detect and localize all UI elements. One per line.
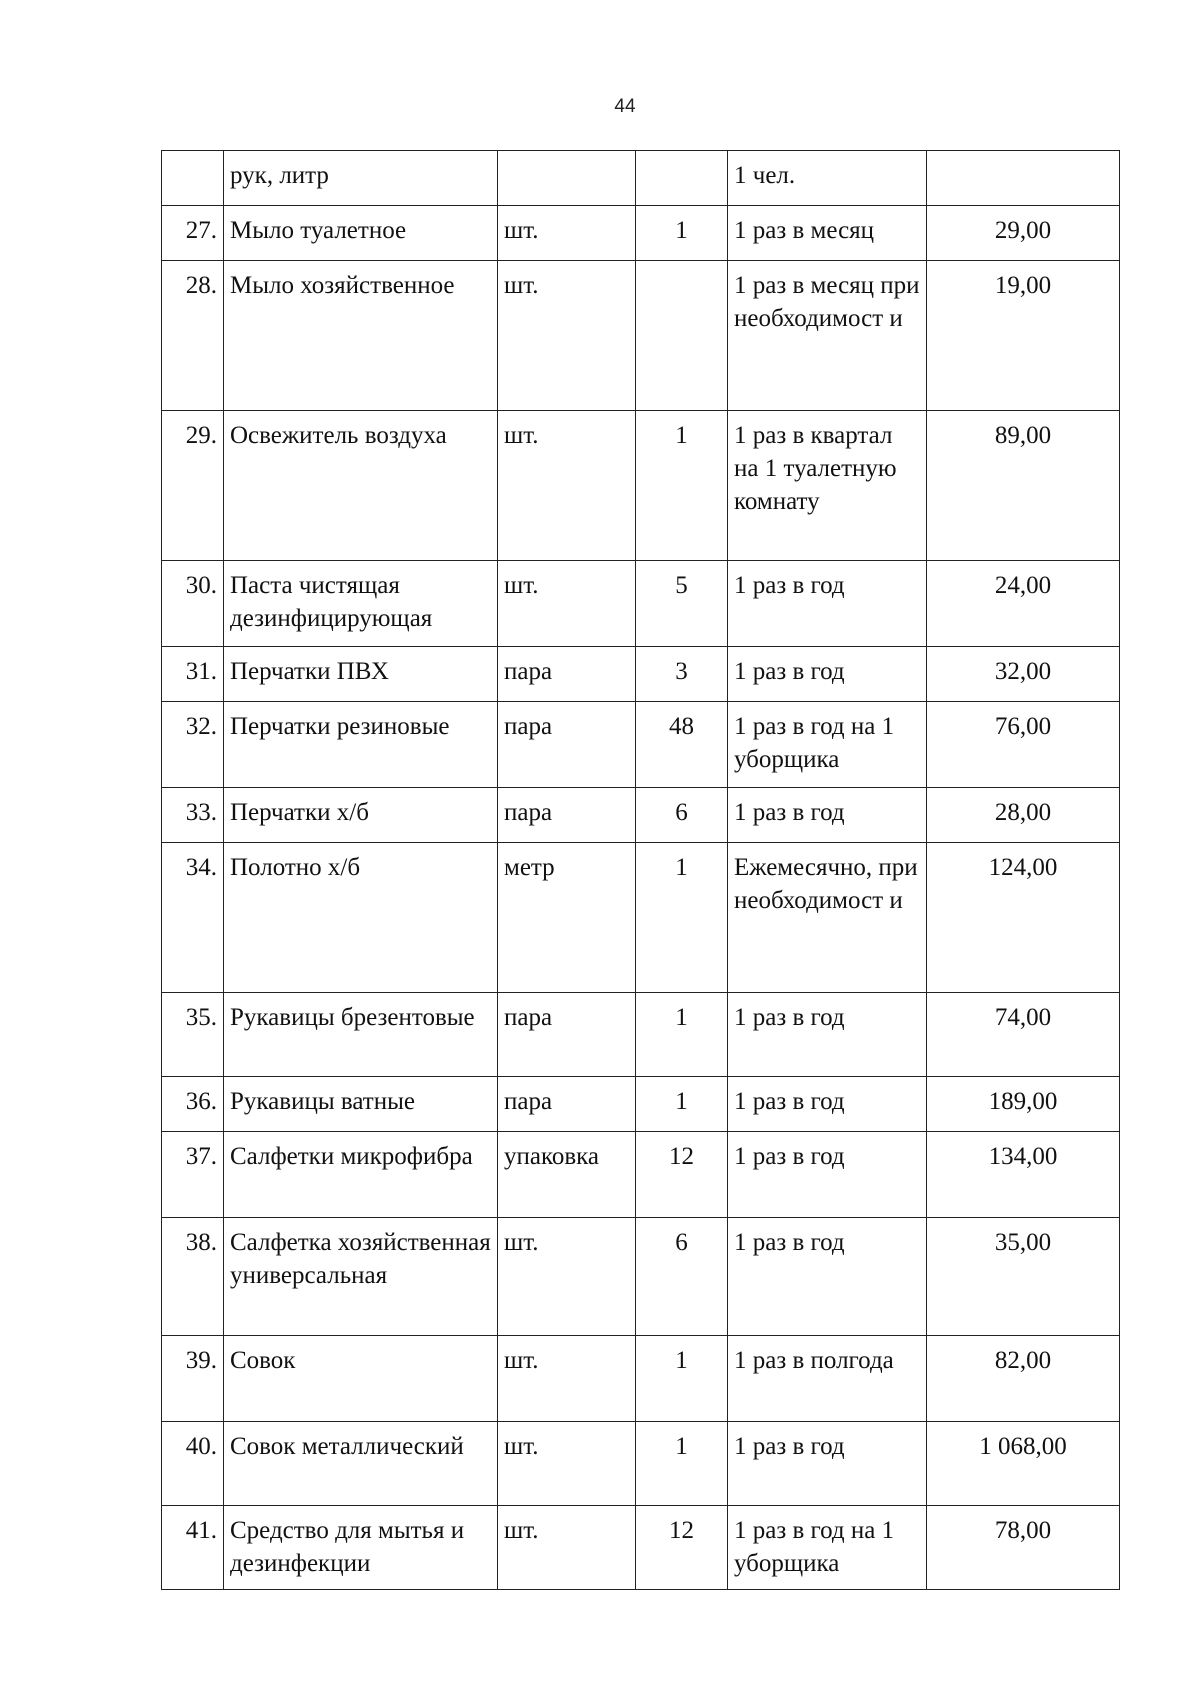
item-unit: упаковка	[498, 1132, 636, 1218]
item-frequency: 1 раз в год	[728, 561, 927, 647]
item-name: Салфетка хозяйственная универсальная	[224, 1218, 498, 1336]
item-name: Паста чистящая дезинфицирующая	[224, 561, 498, 647]
item-name: Перчатки х/б	[224, 788, 498, 843]
item-unit: шт.	[498, 561, 636, 647]
item-price: 19,00	[927, 261, 1120, 411]
item-unit: пара	[498, 702, 636, 788]
item-frequency: 1 раз в год	[728, 1077, 927, 1132]
table-row	[162, 647, 1120, 702]
row-number: 29.	[162, 411, 224, 561]
item-name: Рукавицы брезентовые	[224, 993, 498, 1077]
item-unit: шт.	[498, 206, 636, 261]
page-number: 44	[614, 96, 636, 117]
item-price: 35,00	[927, 1218, 1120, 1336]
item-frequency: 1 раз в квартал на 1 туалетную комнату	[728, 411, 927, 561]
item-unit: пара	[498, 1077, 636, 1132]
item-quantity: 3	[636, 647, 728, 702]
item-unit: пара	[498, 647, 636, 702]
row-number: 41.	[162, 1506, 224, 1590]
table-row	[162, 1218, 1120, 1336]
item-frequency: 1 раз в месяц	[728, 206, 927, 261]
item-name: Мыло хозяйственное	[224, 261, 498, 411]
table-row	[162, 1422, 1120, 1506]
item-name: рук, литр	[224, 151, 498, 206]
item-name: Совок	[224, 1336, 498, 1422]
item-price: 76,00	[927, 702, 1120, 788]
table-row	[162, 206, 1120, 261]
item-price: 89,00	[927, 411, 1120, 561]
item-quantity: 1	[636, 1077, 728, 1132]
table-row	[162, 1506, 1120, 1590]
item-price: 78,00	[927, 1506, 1120, 1590]
item-name: Перчатки резиновые	[224, 702, 498, 788]
item-quantity: 6	[636, 788, 728, 843]
item-quantity: 12	[636, 1132, 728, 1218]
item-name: Рукавицы ватные	[224, 1077, 498, 1132]
item-price: 28,00	[927, 788, 1120, 843]
item-frequency: 1 раз в месяц при необходимост и	[728, 261, 927, 411]
item-name: Салфетки микрофибра	[224, 1132, 498, 1218]
table-row	[162, 843, 1120, 993]
table-row	[162, 151, 1120, 206]
item-frequency: 1 раз в год	[728, 647, 927, 702]
row-number: 33.	[162, 788, 224, 843]
item-frequency: 1 раз в год	[728, 993, 927, 1077]
item-price: 32,00	[927, 647, 1120, 702]
item-unit: шт.	[498, 1336, 636, 1422]
item-quantity: 1	[636, 206, 728, 261]
row-number: 28.	[162, 261, 224, 411]
row-number: 40.	[162, 1422, 224, 1506]
table-row	[162, 411, 1120, 561]
item-unit: шт.	[498, 1422, 636, 1506]
item-frequency: 1 раз в год	[728, 1422, 927, 1506]
item-name: Мыло туалетное	[224, 206, 498, 261]
item-frequency: 1 раз в год	[728, 788, 927, 843]
item-frequency: 1 раз в год	[728, 1218, 927, 1336]
item-unit: пара	[498, 993, 636, 1077]
item-quantity	[636, 151, 728, 206]
item-name: Освежитель воздуха	[224, 411, 498, 561]
item-price: 82,00	[927, 1336, 1120, 1422]
item-price: 24,00	[927, 561, 1120, 647]
item-frequency: 1 чел.	[728, 151, 927, 206]
item-price: 124,00	[927, 843, 1120, 993]
row-number: 36.	[162, 1077, 224, 1132]
item-price: 74,00	[927, 993, 1120, 1077]
item-price: 29,00	[927, 206, 1120, 261]
item-name: Перчатки ПВХ	[224, 647, 498, 702]
table-row	[162, 1077, 1120, 1132]
item-unit: шт.	[498, 1218, 636, 1336]
item-price	[927, 151, 1120, 206]
row-number: 27.	[162, 206, 224, 261]
item-frequency: 1 раз в год на 1 уборщика	[728, 702, 927, 788]
item-price: 189,00	[927, 1077, 1120, 1132]
row-number: 35.	[162, 993, 224, 1077]
item-frequency: 1 раз в год	[728, 1132, 927, 1218]
item-quantity: 1	[636, 411, 728, 561]
item-quantity: 48	[636, 702, 728, 788]
item-price: 1 068,00	[927, 1422, 1120, 1506]
row-number: 30.	[162, 561, 224, 647]
item-quantity: 1	[636, 1336, 728, 1422]
supplies-table	[161, 150, 1120, 1590]
row-number: 31.	[162, 647, 224, 702]
row-number: 39.	[162, 1336, 224, 1422]
item-quantity: 6	[636, 1218, 728, 1336]
table-row	[162, 1336, 1120, 1422]
row-number: 34.	[162, 843, 224, 993]
table-row	[162, 561, 1120, 647]
item-unit	[498, 151, 636, 206]
table-row	[162, 788, 1120, 843]
table-row	[162, 993, 1120, 1077]
item-quantity: 1	[636, 843, 728, 993]
item-unit: шт.	[498, 411, 636, 561]
item-quantity	[636, 261, 728, 411]
item-quantity: 1	[636, 993, 728, 1077]
item-name: Совок металлический	[224, 1422, 498, 1506]
item-frequency: 1 раз в год на 1 уборщика	[728, 1506, 927, 1590]
item-quantity: 1	[636, 1422, 728, 1506]
table-row	[162, 702, 1120, 788]
item-unit: пара	[498, 788, 636, 843]
item-name: Средство для мытья и дезинфекции	[224, 1506, 498, 1590]
item-unit: шт.	[498, 1506, 636, 1590]
item-quantity: 12	[636, 1506, 728, 1590]
item-frequency: Ежемесячно, при необходимост и	[728, 843, 927, 993]
item-frequency: 1 раз в полгода	[728, 1336, 927, 1422]
item-unit: шт.	[498, 261, 636, 411]
item-price: 134,00	[927, 1132, 1120, 1218]
row-number	[162, 151, 224, 206]
item-name: Полотно х/б	[224, 843, 498, 993]
row-number: 37.	[162, 1132, 224, 1218]
table-row	[162, 1132, 1120, 1218]
row-number: 38.	[162, 1218, 224, 1336]
row-number: 32.	[162, 702, 224, 788]
item-unit: метр	[498, 843, 636, 993]
item-quantity: 5	[636, 561, 728, 647]
table-row	[162, 261, 1120, 411]
